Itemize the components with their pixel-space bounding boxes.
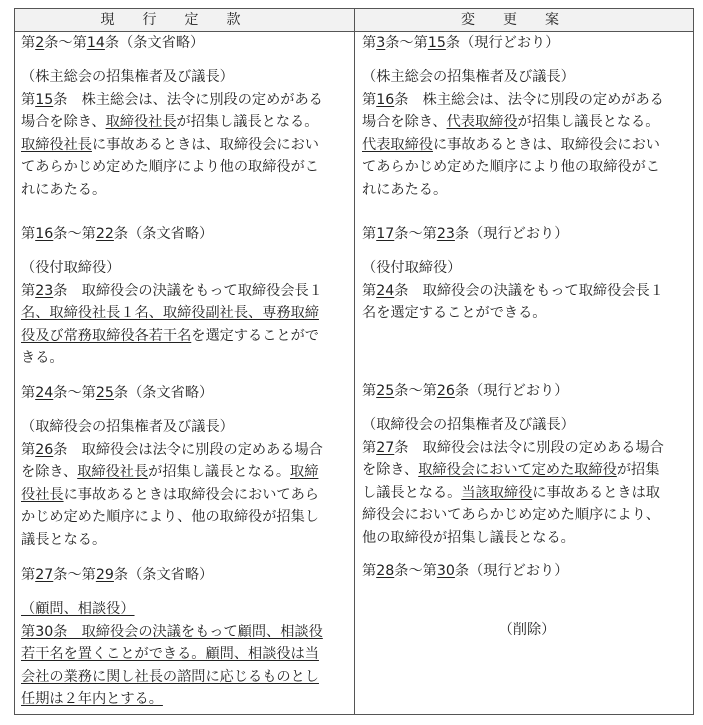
section-title: （役付取締役） <box>362 260 462 276</box>
article-line: てあらかじめ定めた順序により他の取締役がこ <box>21 159 319 175</box>
article-line: 若干名を置くことができる。顧問、相談役は当 <box>21 646 319 662</box>
article-range: 第27条～第29条（条文省略） <box>21 567 214 583</box>
header-current: 現行定款 <box>15 9 355 32</box>
amendment-table <box>14 8 694 715</box>
article-range: 第28条～第30条（現行どおり） <box>362 563 569 579</box>
article-line: 第26条 取締役会は法令に別段の定めある場合 <box>21 442 323 458</box>
article-line: 取締役社長に事故あるときは、取締役会におい <box>21 137 319 153</box>
article-line: 場合を除き、代表取締役が招集し議長となる。 <box>362 114 660 130</box>
article-line: きる。 <box>21 350 64 366</box>
article-range: 第25条～第26条（現行どおり） <box>362 383 569 399</box>
article-line: 会社の業務に関し社長の諮問に応じるものとし <box>21 669 319 685</box>
article-line: 名、取締役社長１名、取締役副社長、専務取締 <box>21 305 319 321</box>
header-proposed: 変更案 <box>355 9 693 32</box>
section-title: （顧問、相談役） <box>21 601 135 617</box>
article-line: 締役会においてあらかじめ定めた順序により、 <box>362 507 660 523</box>
article-line: を除き、取締役社長が招集し議長となる。取締 <box>21 464 319 480</box>
article-line: し議長となる。当該取締役に事故あるときは取 <box>362 485 660 501</box>
section-title: （取締役会の招集権者及び議長） <box>362 417 575 433</box>
section-title: （取締役会の招集権者及び議長） <box>21 419 234 435</box>
article-line: れにあたる。 <box>21 182 107 198</box>
article-line: 役社長に事故あるときは取締役会においてあら <box>21 487 319 503</box>
section-title: （株主総会の招集権者及び議長） <box>21 69 234 85</box>
article-line: てあらかじめ定めた順序により他の取締役がこ <box>362 159 660 175</box>
section-title: （株主総会の招集権者及び議長） <box>362 69 575 85</box>
article-range: 第17条～第23条（現行どおり） <box>362 226 569 242</box>
column-divider <box>354 9 355 714</box>
article-line: 第23条 取締役会の決議をもって取締役会長１ <box>21 283 323 299</box>
article-line: を除き、取締役会において定めた取締役が招集 <box>362 462 660 478</box>
article-line: 第27条 取締役会は法令に別段の定めある場合 <box>362 440 664 456</box>
section-title: （役付取締役） <box>21 260 121 276</box>
article-line: れにあたる。 <box>362 182 448 198</box>
article-range: 第3条～第15条（現行どおり） <box>362 35 560 51</box>
article-line: 他の取締役が招集し議長となる。 <box>362 530 575 546</box>
article-range: 第24条～第25条（条文省略） <box>21 385 214 401</box>
article-line: 場合を除き、取締役社長が招集し議長となる。 <box>21 114 319 130</box>
article-line: 議長となる。 <box>21 532 107 548</box>
article-line: 任期は２年内とする。 <box>21 691 163 707</box>
article-range: 第2条～第14条（条文省略） <box>21 35 205 51</box>
article-line: 第15条 株主総会は、法令に別段の定めがある <box>21 92 323 108</box>
article-line: 代表取締役に事故あるときは、取締役会におい <box>362 137 660 153</box>
article-range: 第16条～第22条（条文省略） <box>21 226 214 242</box>
article-line: 第16条 株主総会は、法令に別段の定めがある <box>362 92 664 108</box>
article-line: 名を選定することができる。 <box>362 305 547 321</box>
article-line: かじめ定めた順序により、他の取締役が招集し <box>21 509 319 525</box>
article-line: 役及び常務取締役各若干名を選定することがで <box>21 328 319 344</box>
article-line: 第24条 取締役会の決議をもって取締役会長１ <box>362 283 664 299</box>
article-line: 第30条 取締役会の決議をもって顧問、相談役 <box>21 624 323 640</box>
deleted-note: （削除） <box>498 622 556 638</box>
